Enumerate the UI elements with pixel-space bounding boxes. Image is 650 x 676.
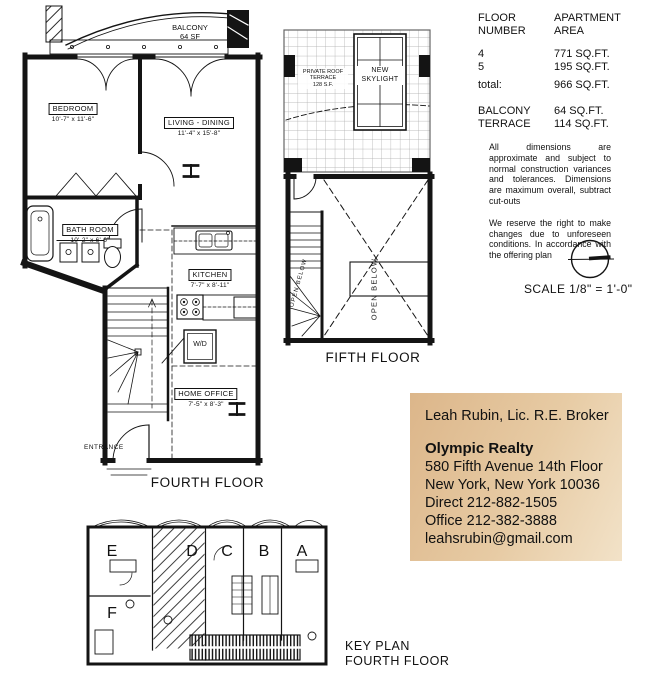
- open-below-stair-label: OPEN BELOW: [289, 257, 309, 309]
- table-row: [478, 105, 624, 118]
- table-row: [478, 118, 624, 131]
- balcony-label-line1: BALCONY: [172, 23, 208, 32]
- floor5-area: 195 SQ.FT.: [554, 61, 610, 73]
- balcony-label-line2: 64 SF: [179, 31, 200, 41]
- broker-email: leahsrubin@gmail.com: [425, 531, 573, 547]
- balcony-label: [168, 24, 212, 41]
- bathtub: [27, 206, 53, 261]
- keyplan-caption-line2: FOURTH FLOOR: [345, 654, 450, 668]
- kitchen-label: [188, 269, 231, 289]
- stairs-fifth-floor: [290, 212, 322, 340]
- table-row: [478, 79, 624, 92]
- entrance-door-arc: [113, 425, 149, 461]
- broker-address2: New York, New York 10036: [425, 477, 600, 493]
- terrace-area-label: TERRACE: [478, 118, 531, 130]
- area-table-header-col1-line1: FLOOR: [478, 12, 516, 24]
- home-office-dims: 7'-5" x 8'-3": [188, 400, 224, 408]
- north-arrow-icon: [564, 233, 620, 285]
- floor4-label: 4: [478, 48, 485, 60]
- keyplan-unit-d: D: [186, 543, 198, 560]
- balcony-area-label: BALCONY: [478, 105, 531, 117]
- living-dining-name: LIVING - DINING: [164, 117, 234, 129]
- terrace-area-value: 114 SQ.FT.: [554, 118, 609, 130]
- keyplan-caption-line1: KEY PLAN: [345, 639, 410, 653]
- broker-phone-direct: Direct 212-882-1505: [425, 495, 558, 511]
- terrace-label-line3: 128 S.F.: [312, 81, 334, 88]
- keyplan-unit-f: F: [107, 605, 117, 622]
- living-dining-dims: 11'-4" x 15'-8": [177, 129, 221, 137]
- area-table-header-col2-line2: AREA: [554, 25, 584, 37]
- kitchen-dims: 7'-7" x 8'-11": [190, 281, 230, 289]
- fourth-floor-caption: FOURTH FLOOR: [150, 475, 265, 490]
- total-area: 966 SQ.FT.: [554, 79, 610, 91]
- closet-bifold-doors: [56, 173, 136, 196]
- bedroom-name: BEDROOM: [49, 103, 98, 115]
- kitchen-name: KITCHEN: [188, 269, 231, 281]
- skylight-label-line1: NEW: [371, 67, 389, 74]
- new-skylight-label: [356, 66, 404, 85]
- floor4-area: 771 SQ.FT.: [554, 48, 610, 60]
- fifth-floor-caption: FIFTH FLOOR: [325, 350, 421, 365]
- keyplan-unit-e: E: [106, 543, 118, 560]
- home-office-label: [174, 388, 237, 408]
- entrance-label: ENTRANCE: [84, 444, 124, 451]
- bathroom-label: [62, 224, 118, 244]
- keyplan-unit-a: A: [296, 543, 308, 560]
- skylight-label-line2: SKYLIGHT: [361, 75, 399, 83]
- private-roof-terrace-label: [298, 68, 348, 89]
- home-office-name: HOME OFFICE: [174, 388, 237, 400]
- keyplan-unit-b: B: [258, 543, 270, 560]
- balcony-post-left: [46, 6, 62, 42]
- terrace-label-line1: PRIVATE ROOF: [302, 69, 344, 75]
- broker-info-box: [410, 393, 622, 561]
- open-below-main-label: OPEN BELOW: [369, 257, 379, 321]
- desk-symbol-living: [184, 165, 198, 177]
- bedroom-label: [49, 103, 98, 123]
- disclaimer-para2: We reserve the right to make changes due to unforeseen conditions. In accordance with the offering plan: [489, 217, 611, 261]
- keyplan-unit-c: C: [221, 543, 233, 560]
- bedroom-dims: 10'-7" x 11'-6": [51, 115, 95, 123]
- table-row: [478, 61, 624, 74]
- open-below-rect: [350, 262, 430, 296]
- total-label: total:: [478, 79, 502, 91]
- terrace-label-line2: TERRACE: [309, 75, 337, 82]
- wd-label: W/D: [193, 341, 207, 348]
- area-table-header-col2-line1: APARTMENT: [554, 12, 621, 24]
- scale-label: SCALE 1/8" = 1'-0": [524, 282, 633, 296]
- broker-company: Olympic Realty: [425, 440, 534, 457]
- living-dining-label: [164, 117, 234, 137]
- broker-phone-office: Office 212-382-3888: [425, 513, 557, 529]
- broker-name: Leah Rubin, Lic. R.E. Broker: [425, 408, 609, 424]
- bathroom-name: BATH ROOM: [62, 224, 118, 236]
- bathroom-dims: 10'-2" x 6'-6": [70, 236, 110, 244]
- balcony-deck: [50, 40, 228, 54]
- disclaimer-para1: All dimensions are approximate and subject to normal construction variances and tolerances. Dimensions are maximum overall, subtract cut-outs: [489, 142, 611, 206]
- stairs-fourth-floor: [108, 288, 168, 420]
- table-row: [478, 48, 624, 61]
- double-sink: [57, 241, 103, 263]
- area-table: [478, 12, 624, 131]
- area-table-header-col1-line2: NUMBER: [478, 25, 526, 37]
- balcony-area-value: 64 SQ.FT.: [554, 105, 604, 117]
- floor5-label: 5: [478, 61, 485, 73]
- keyplan-caption: [345, 639, 449, 669]
- key-plan-linework: [88, 520, 326, 664]
- broker-address1: 580 Fifth Avenue 14th Floor: [425, 459, 603, 475]
